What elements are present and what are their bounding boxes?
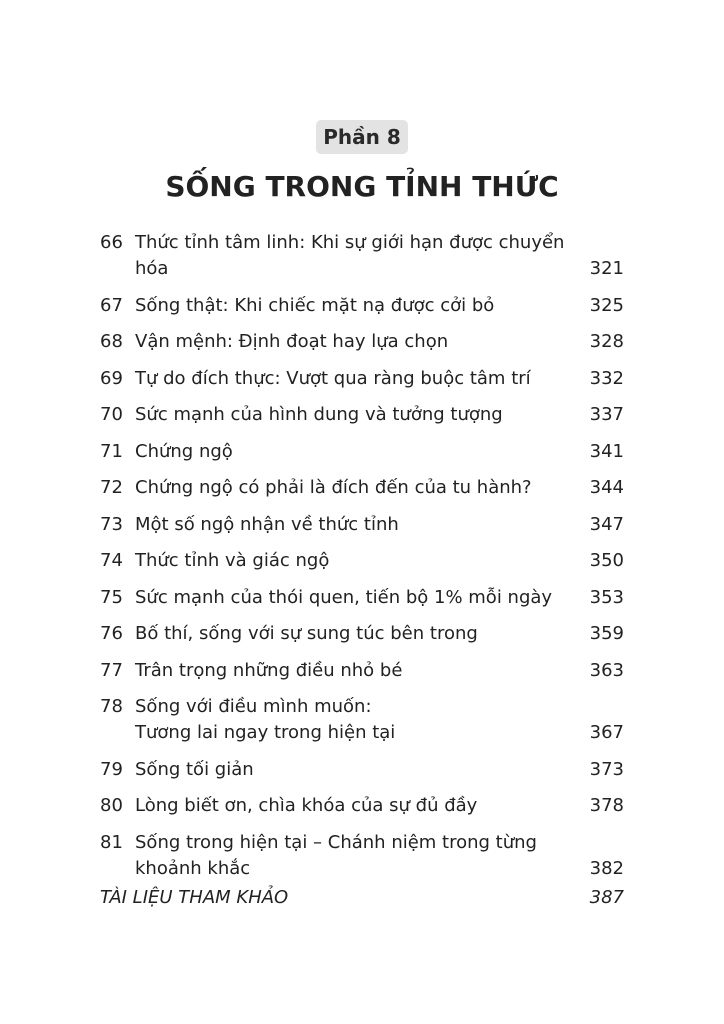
toc-entry	[100, 512, 624, 538]
entry-title	[135, 293, 572, 319]
entry-title	[135, 329, 572, 355]
entry-title-line: Sức mạnh của thói quen, tiến bộ 1% mỗi ngày	[135, 586, 553, 608]
toc-entry	[100, 230, 624, 282]
entry-number: 67	[100, 294, 123, 316]
entry-page-number: 341	[589, 440, 624, 462]
entry-title	[135, 548, 572, 574]
entry-title	[135, 585, 572, 611]
entry-page-number: 328	[589, 331, 624, 352]
entry-page-number: 321	[589, 258, 624, 279]
entry-page-number: 332	[589, 367, 624, 389]
entry-title-line: Lòng biết ơn, chìa khóa của sự đủ đầy	[135, 795, 478, 816]
toc-entry	[100, 621, 624, 647]
entry-title	[135, 230, 572, 282]
entry-page-number: 367	[589, 722, 624, 743]
toc-entry	[100, 830, 624, 882]
entry-title-line: Thức tỉnh và giác ngộ	[135, 550, 330, 571]
entry-number: 79	[100, 758, 123, 780]
entry-number: 81	[100, 831, 123, 853]
entry-number: 70	[100, 404, 123, 425]
entry-title	[135, 621, 572, 647]
entry-title-line: Tự do đích thực: Vượt qua ràng buộc tâm trí	[135, 367, 531, 389]
entry-title	[135, 366, 572, 392]
entry-title-line: Một số ngộ nhận về thức tỉnh	[135, 513, 399, 535]
table-of-contents	[100, 230, 624, 892]
references-title: TÀI LIỆU THAM KHẢO	[100, 887, 289, 908]
entry-title	[135, 402, 572, 428]
entry-title	[135, 658, 572, 684]
entry-number: 77	[100, 659, 123, 681]
part-title: SỐNG TRONG TỈNH THỨC	[165, 170, 559, 203]
part-label: Phần 8	[316, 120, 408, 154]
entry-title-line: Sống trong hiện tại – Chánh niệm trong từng	[135, 831, 537, 853]
toc-entry	[100, 439, 624, 465]
entry-page-number: 353	[589, 586, 624, 608]
entry-page-number: 382	[589, 857, 624, 879]
entry-number: 73	[100, 513, 123, 535]
entry-page-number: 373	[589, 758, 624, 780]
entry-title-line: Sống tối giản	[135, 758, 254, 780]
toc-entry	[100, 366, 624, 392]
entry-title-line: Thức tỉnh tâm linh: Khi sự giới hạn được chuyển hóa	[135, 232, 565, 279]
entry-number: 71	[100, 440, 123, 462]
entry-title-line: Trân trọng những điều nhỏ bé	[135, 659, 403, 681]
entry-title-line: Sống thật: Khi chiếc mặt nạ được cởi bỏ	[135, 294, 495, 316]
entry-page-number: 344	[589, 477, 624, 498]
entry-page-number: 347	[589, 513, 624, 535]
entry-number: 69	[100, 367, 123, 389]
entry-number: 74	[100, 550, 123, 571]
toc-entry	[100, 658, 624, 684]
entry-page-number: 350	[589, 550, 624, 571]
toc-entry	[100, 585, 624, 611]
toc-entry	[100, 694, 624, 746]
entry-number: 78	[100, 696, 123, 717]
references-page-number: 387	[589, 887, 624, 908]
references-entry	[100, 885, 624, 911]
entry-title	[135, 830, 572, 882]
entry-number: 76	[100, 623, 123, 644]
entry-page-number: 325	[589, 294, 624, 316]
entry-title-line: Sống với điều mình muốn:	[135, 696, 372, 717]
entry-number: 66	[100, 232, 123, 253]
toc-entry	[100, 329, 624, 355]
entry-title	[135, 512, 572, 538]
toc-entry	[100, 402, 624, 428]
entry-title-line: Sức mạnh của hình dung và tưởng tượng	[135, 404, 503, 425]
entry-title	[135, 793, 572, 819]
entry-page-number: 337	[589, 404, 624, 425]
entry-page-number: 378	[589, 795, 624, 816]
entry-title-line: Chứng ngộ có phải là đích đến của tu hành?	[135, 477, 532, 498]
entry-title	[135, 475, 572, 501]
entry-page-number: 359	[589, 623, 624, 644]
entry-number: 80	[100, 795, 123, 816]
entry-title	[135, 439, 572, 465]
entry-page-number: 363	[589, 659, 624, 681]
entry-title-line: Vận mệnh: Định đoạt hay lựa chọn	[135, 331, 449, 352]
toc-entry	[100, 548, 624, 574]
entry-title	[135, 694, 572, 746]
toc-entry	[100, 793, 624, 819]
entry-number: 75	[100, 586, 123, 608]
entry-number: 72	[100, 477, 123, 498]
entry-title-line: Tương lai ngay trong hiện tại	[135, 722, 396, 743]
entry-number: 68	[100, 331, 123, 352]
entry-title	[135, 757, 572, 783]
toc-entry	[100, 757, 624, 783]
toc-entry	[100, 475, 624, 501]
entry-title-line: khoảnh khắc	[135, 857, 251, 879]
toc-entry	[100, 293, 624, 319]
entry-title-line: Chứng ngộ	[135, 440, 233, 462]
entry-title-line: Bố thí, sống với sự sung túc bên trong	[135, 623, 478, 644]
